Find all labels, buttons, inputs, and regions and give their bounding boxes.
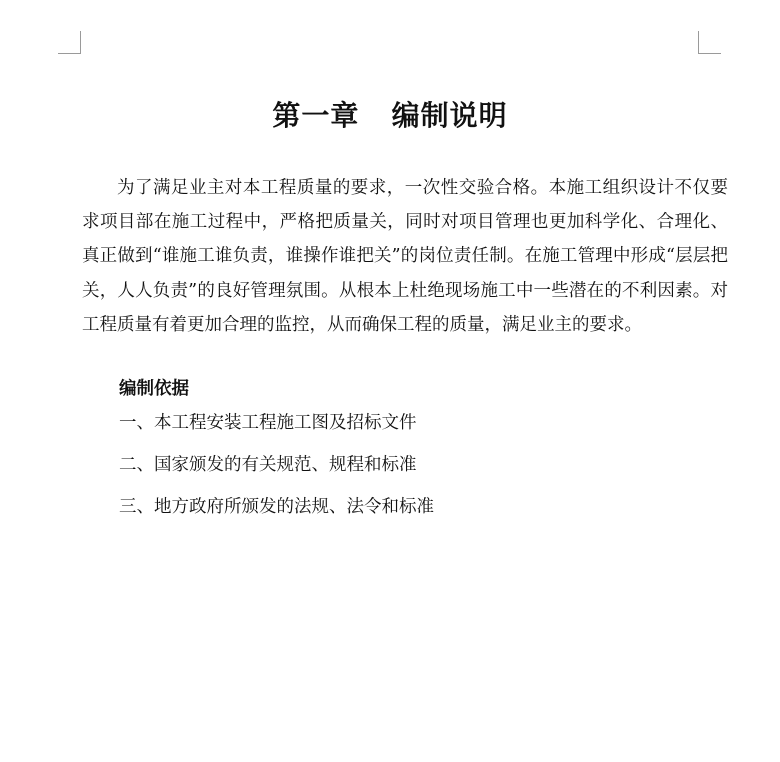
chapter-title: 第一章 编制说明 <box>272 99 508 132</box>
crop-mark-top-right <box>698 31 721 54</box>
basis-list <box>119 408 434 534</box>
crop-mark-top-left <box>58 31 81 54</box>
basis-item-1: 一、本工程安装工程施工图及招标文件 <box>119 413 417 433</box>
basis-item-2: 二、国家颁发的有关规范、规程和标准 <box>119 455 417 475</box>
basis-heading: 编制依据 <box>119 379 189 399</box>
basis-item-3: 三、地方政府所颁发的法规、法令和标准 <box>119 497 434 517</box>
intro-paragraph: 为了满足业主对本工程质量的要求，一次性交验合格。本施工组织设计不仅要求项目部在施工过程中，严格把质量关，同时对项目管理也更加科学化、合理化、真正做到“谁施工谁负责，谁操作谁把关”的岗位责任制。在施工管理中形成“层层把关，人人负责”的良好管理氛围。从根本上杜绝现场施工中一些潜在的不利因素。对工程质量有着更加合理的监控，从而确保工程的质量，满足业主的要求。 <box>82 178 728 335</box>
